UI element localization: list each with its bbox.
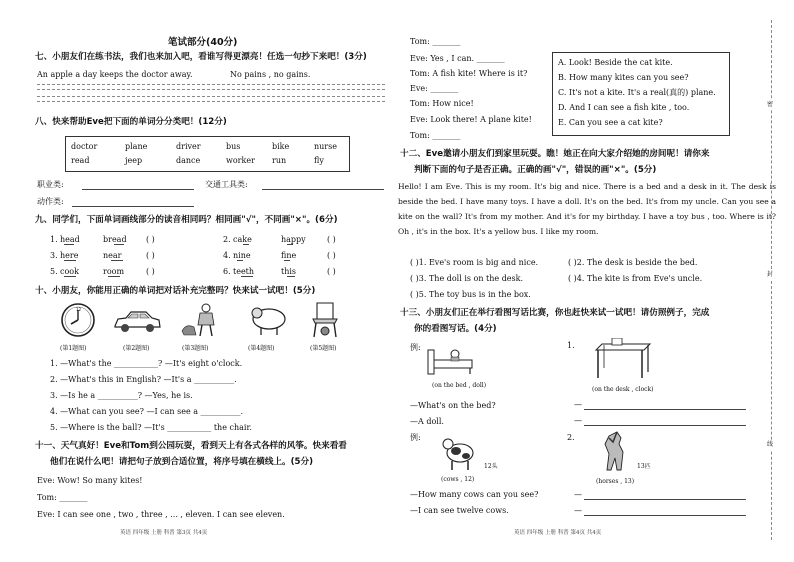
- seal-line: [771, 20, 772, 540]
- item-number: 2.: [567, 433, 575, 442]
- dialog-line[interactable]: Tom: _______: [410, 37, 461, 46]
- answer-paren[interactable]: ( ): [327, 235, 336, 244]
- section-9-header: 九、同学们，下面单词画线部分的读音相同吗？相同画"√"，不同画"×"。(6分): [35, 215, 338, 225]
- answer-line[interactable]: [82, 189, 194, 190]
- word: bus: [226, 142, 241, 151]
- word: fly: [314, 156, 324, 165]
- dialog-line[interactable]: Eve: Yes , I can. _______: [410, 54, 505, 63]
- example-question: —How many cows can you see?: [410, 490, 539, 499]
- seal-char: 封: [767, 271, 774, 278]
- section-8-header: 八、快来帮助Eve把下面的单词分分类吧！(12分): [35, 117, 227, 127]
- word-a: cake: [233, 235, 252, 244]
- word: driver: [176, 142, 201, 151]
- section-10-header: 十、小朋友，你能用正确的单词把对话补充完整吗？快来试一试吧！(5分): [35, 286, 316, 296]
- underline-mark: [114, 244, 124, 245]
- writing-line[interactable]: [37, 89, 385, 90]
- section-12-header-cont: 判断下面的句子是否正确。正确的画"√"，错误的画"×"。(5分): [414, 165, 657, 175]
- word: doctor: [71, 142, 98, 151]
- option-item: C. It's not a kite. It's a real(真的) plane.: [558, 88, 716, 97]
- question-line: 4. —What can you see? —I can see a __________.: [50, 407, 244, 416]
- car-icon: [112, 309, 162, 335]
- picture-caption: (on the bed , doll): [432, 382, 487, 389]
- dialog-line: Tom: A fish kite! Where is it?: [410, 69, 528, 78]
- section-7-header: 七、小朋友们在练书法，我们也来加入吧，看谁写得更漂亮！任选一句抄下来吧！(3分): [35, 52, 367, 62]
- option-item: A. Look! Beside the cat kite.: [558, 58, 673, 67]
- word: bike: [272, 142, 290, 151]
- word-box: [65, 136, 350, 172]
- category-label: 动作类:: [37, 197, 64, 206]
- item-number: 2.: [223, 235, 231, 244]
- dialog-line[interactable]: Tom: _______: [37, 493, 88, 502]
- word: dance: [176, 156, 201, 165]
- section-13-header-cont: 你的看图写话。(4分): [414, 324, 497, 334]
- answer-paren[interactable]: ( ): [146, 235, 155, 244]
- question-line: 3. —Is he a __________? —Yes, he is.: [50, 391, 193, 400]
- word: nurse: [314, 142, 337, 151]
- underline-mark: [108, 276, 120, 277]
- dash: —: [574, 416, 582, 425]
- item-number: 1.: [50, 235, 58, 244]
- desk-icon: [592, 338, 654, 382]
- chair-icon: [305, 301, 345, 339]
- underline-mark: [237, 260, 243, 261]
- page-title: 笔试部分(40分): [168, 37, 238, 48]
- writing-line[interactable]: [37, 84, 385, 85]
- word-a: head: [60, 235, 80, 244]
- example-label: 例:: [410, 343, 421, 352]
- picture-caption: (on the desk , clock): [592, 386, 654, 393]
- sheep-icon: [247, 303, 291, 337]
- figure-caption: (第2题图): [123, 345, 150, 352]
- item-number: 1.: [567, 341, 575, 350]
- word: read: [71, 156, 90, 165]
- word-b: near: [103, 251, 122, 260]
- word-b: happy: [281, 235, 306, 244]
- dialog-line: Tom: How nice!: [410, 99, 474, 108]
- dash: —: [574, 490, 582, 499]
- word-b: this: [281, 267, 297, 276]
- example-label: 例:: [410, 433, 421, 442]
- writing-line[interactable]: [37, 96, 385, 97]
- underline-mark: [287, 244, 293, 245]
- answer-line[interactable]: [72, 206, 194, 207]
- judge-item[interactable]: ( )1. Eve's room is big and nice.: [410, 258, 539, 267]
- dialog-line[interactable]: Tom: _______: [410, 131, 461, 140]
- example-answer: —I can see twelve cows.: [410, 506, 509, 515]
- seal-char: 密: [767, 101, 774, 108]
- footer-right: 英语 四年级 上册 科普 第4页 共4页: [514, 530, 602, 536]
- word-a: cook: [60, 267, 79, 276]
- driver-icon: [178, 301, 226, 339]
- svg-text:12: 12: [76, 307, 82, 312]
- word-b: fine: [281, 251, 297, 260]
- underline-mark: [64, 260, 76, 261]
- underline-mark: [111, 260, 123, 261]
- answer-line[interactable]: [584, 515, 746, 516]
- sentence-1: An apple a day keeps the doctor away.: [37, 70, 193, 79]
- underline-mark: [64, 276, 76, 277]
- sentence-2: No pains , no gains.: [230, 70, 311, 79]
- answer-paren[interactable]: ( ): [146, 267, 155, 276]
- option-item: D. And I can see a fish kite , too.: [558, 103, 690, 112]
- clock-icon: [60, 301, 96, 339]
- item-number: 4.: [223, 251, 231, 260]
- dialog-line: Eve: I can see one , two , three , ... , eleven. I can see eleven.: [37, 510, 285, 519]
- category-label: 交通工具类:: [205, 180, 248, 189]
- judge-item[interactable]: ( )4. The kite is from Eve's uncle.: [568, 274, 703, 283]
- picture-caption: (horses , 13): [596, 478, 635, 485]
- answer-line[interactable]: [262, 189, 384, 190]
- item-number: 6.: [223, 267, 231, 276]
- underline-mark: [241, 276, 253, 277]
- judge-item[interactable]: ( )5. The toy bus is in the box.: [410, 290, 531, 299]
- dialog-line: Eve: Wow! So many kites!: [37, 476, 143, 485]
- underline-mark: [64, 244, 74, 245]
- word-a: nine: [233, 251, 251, 260]
- word-a: teeth: [233, 267, 255, 276]
- count-label: 12头: [484, 463, 498, 470]
- category-label: 职业类:: [37, 180, 64, 189]
- word: run: [272, 156, 287, 165]
- item-number: 5.: [50, 267, 58, 276]
- section-12-header: 十二、Eve邀请小朋友们到家里玩耍。瞧！她正在向大家介绍她的房间呢！请你来: [400, 149, 710, 159]
- word-b: bread: [103, 235, 127, 244]
- word: plane: [125, 142, 148, 151]
- dash: —: [574, 506, 582, 515]
- writing-line[interactable]: [37, 101, 385, 102]
- section-11-header-cont: 他们在说什么吧！请把句子放到合适位置，将序号填在横线上。(5分): [50, 457, 314, 467]
- dialog-line: Eve: Look there! A plane kite!: [410, 115, 532, 124]
- picture-caption: (cows , 12): [441, 476, 475, 483]
- section-13-header: 十三、小朋友们正在举行看图写话比赛，你也赶快来试一试吧！请仿照例子，完成: [400, 308, 710, 318]
- count-label: 13匹: [637, 463, 651, 470]
- bed-icon: [425, 344, 475, 378]
- figure-caption: (第5题图): [310, 345, 337, 352]
- judge-item[interactable]: ( )2. The desk is beside the bed.: [568, 258, 698, 267]
- answer-line[interactable]: [584, 499, 746, 500]
- question-line: 5. —Where is the ball? —It's ___________ the chair.: [50, 423, 252, 432]
- passage: Hello! I am Eve. This is my room. It's big and nice. There is a bed and a desk in it. The desk is beside the bed. I have many toys. I have a doll. It's on the bed. It's from my uncle. Can you see a kite on the wall? It's from my mother. And it's for my birthday. I have a toy bus , too. Where is it? Oh , it's in the box. It's a yellow bus. I like my room.: [398, 182, 776, 236]
- dash: —: [574, 400, 582, 409]
- word: worker: [226, 156, 255, 165]
- horse-icon: [597, 430, 633, 474]
- answer-paren[interactable]: ( ): [327, 267, 336, 276]
- underline-mark: [243, 244, 249, 245]
- cow-icon: [440, 433, 480, 473]
- figure-caption: (第1题图): [60, 345, 87, 352]
- answer-line[interactable]: [584, 425, 746, 426]
- underline-mark: [287, 276, 295, 277]
- answer-paren[interactable]: ( ): [327, 251, 336, 260]
- figure-caption: (第3题图): [182, 345, 209, 352]
- footer-left: 英语 四年级 上册 科普 第3页 共4页: [120, 530, 208, 536]
- word: jeep: [125, 156, 143, 165]
- question-line: 2. —What's this in English? —It's a __________.: [50, 375, 237, 384]
- judge-item[interactable]: ( )3. The doll is on the desk.: [410, 274, 524, 283]
- option-item: E. Can you see a cat kite?: [558, 118, 663, 127]
- option-item: B. How many kites can you see?: [558, 73, 689, 82]
- underline-mark: [284, 260, 290, 261]
- answer-line[interactable]: [584, 409, 746, 410]
- example-answer: —A doll.: [410, 417, 444, 426]
- dialog-line[interactable]: Eve: _______: [410, 84, 459, 93]
- word-b: room: [103, 267, 125, 276]
- item-number: 3.: [50, 251, 58, 260]
- figure-caption: (第4题图): [248, 345, 275, 352]
- word-a: here: [60, 251, 79, 260]
- section-11-header: 十一、天气真好！Eve和Tom到公园玩耍，看到天上有各式各样的风筝。快来看看: [35, 441, 347, 451]
- question-line: 1. —What's the ___________? —It's eight o'clock.: [50, 359, 243, 368]
- answer-paren[interactable]: ( ): [146, 251, 155, 260]
- example-question: —What's on the bed?: [410, 401, 496, 410]
- seal-char: 线: [767, 441, 774, 448]
